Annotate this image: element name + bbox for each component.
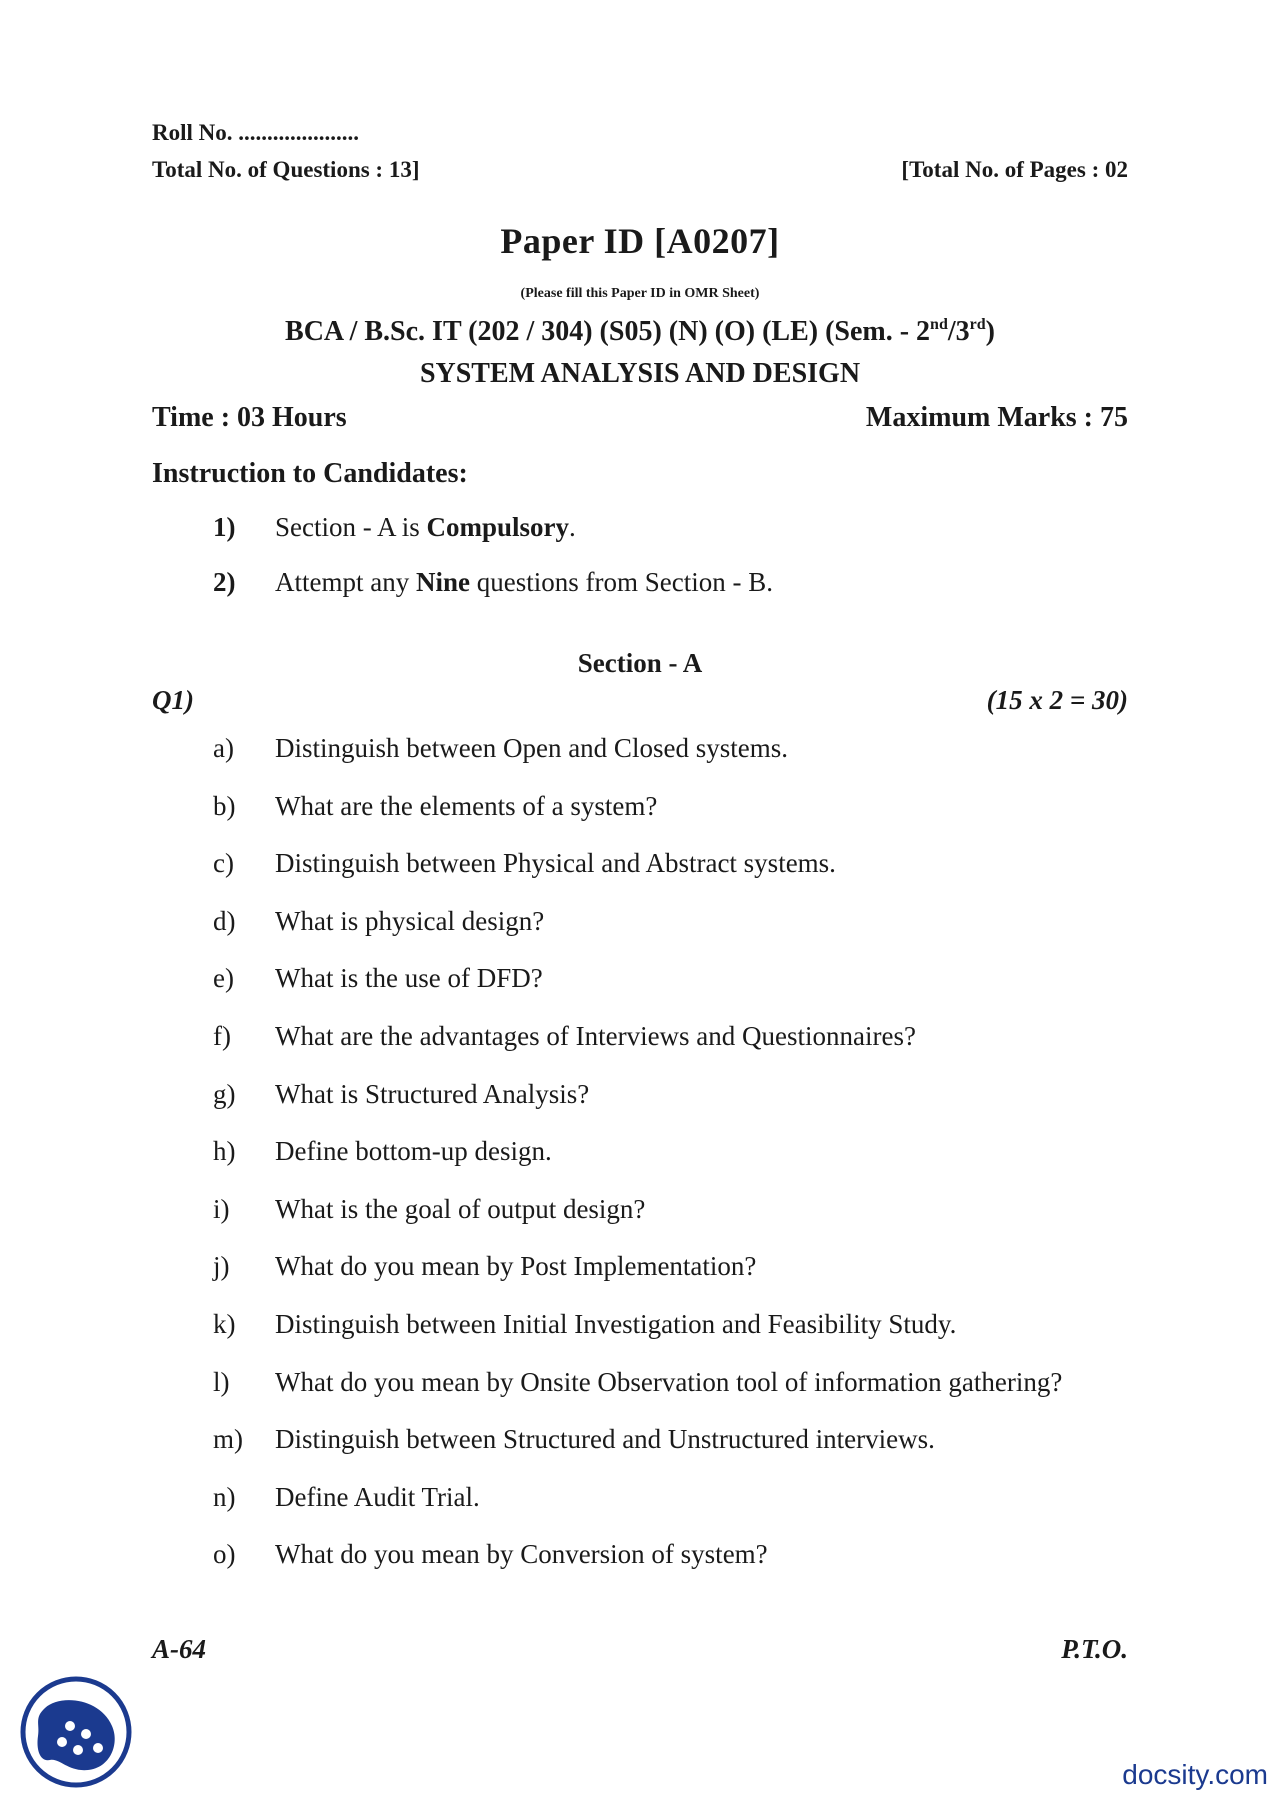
question-text: What do you mean by Conversion of system?: [275, 1539, 768, 1569]
question-text: Distinguish between Physical and Abstract systems.: [275, 848, 836, 878]
question-text: Distinguish between Open and Closed systems.: [275, 733, 788, 763]
instruction-pre: Attempt any: [275, 567, 416, 597]
question-text: What are the advantages of Interviews and Questionnaires?: [275, 1021, 916, 1051]
course-sup-rd: rd: [969, 316, 986, 333]
question-label: j): [213, 1251, 230, 1281]
instruction-bold: Compulsory: [426, 512, 570, 542]
subject-title: SYSTEM ANALYSIS AND DESIGN: [419, 358, 861, 389]
course-sep: /3: [947, 316, 970, 347]
question-text: What do you mean by Onsite Observation tool of information gathering?: [275, 1367, 1063, 1397]
question-label: n): [213, 1482, 236, 1512]
question-label: i): [213, 1194, 230, 1224]
course-line: [0, 316, 1280, 348]
please-turn-over: P.T.O.: [1061, 1634, 1128, 1664]
total-questions: Total No. of Questions : 13]: [152, 157, 420, 182]
paper-id-title: Paper ID [A0207]: [500, 221, 780, 261]
instruction-text: [275, 567, 773, 598]
course-main: BCA / B.Sc. IT (202 / 304) (S05) (N) (O) (LE) (Sem. - 2: [285, 316, 931, 347]
question-label: o): [213, 1539, 236, 1569]
exam-time: Time : 03 Hours: [152, 402, 347, 433]
docsity-brand-link[interactable]: docsity.com: [1122, 1759, 1268, 1790]
maximum-marks: Maximum Marks : 75: [865, 402, 1128, 433]
instructions-heading: Instruction to Candidates:: [152, 458, 468, 489]
paper-code: A-64: [152, 1634, 206, 1664]
question-label: f): [213, 1021, 231, 1051]
instruction-post: .: [569, 512, 576, 542]
question-text: Distinguish between Initial Investigation and Feasibility Study.: [275, 1309, 957, 1339]
instruction-number: 2): [213, 567, 236, 597]
question-label: d): [213, 906, 236, 936]
question-label: g): [213, 1079, 236, 1109]
question-label: l): [213, 1367, 230, 1397]
question-text: What are the elements of a system?: [275, 791, 658, 821]
question-text: What is the goal of output design?: [275, 1194, 646, 1224]
question-label: k): [213, 1309, 236, 1339]
instruction-pre: Section - A is: [275, 512, 427, 542]
instruction-bold: Nine: [415, 567, 470, 597]
question-label: m): [213, 1424, 243, 1454]
instruction-post: questions from Section - B.: [469, 567, 773, 597]
question-text: What is the use of DFD?: [275, 963, 543, 993]
docsity-logo-icon[interactable]: [20, 1676, 132, 1788]
question-number: Q1): [152, 685, 194, 715]
question-text: Define Audit Trial.: [275, 1482, 480, 1512]
question-label: a): [213, 733, 234, 763]
roll-number: Roll No. .....................: [152, 120, 359, 145]
instruction-number: 1): [213, 512, 236, 542]
omr-note: (Please fill this Paper ID in OMR Sheet): [520, 286, 760, 301]
course-end: ): [985, 316, 995, 347]
question-text: Distinguish between Structured and Unstructured interviews.: [275, 1424, 935, 1454]
question-text: What do you mean by Post Implementation?: [275, 1251, 757, 1281]
question-text: What is physical design?: [275, 906, 545, 936]
course-sup-nd: nd: [930, 316, 948, 333]
total-pages: [Total No. of Pages : 02: [901, 157, 1128, 182]
question-label: h): [213, 1136, 236, 1166]
question-label: b): [213, 791, 236, 821]
question-label: c): [213, 848, 234, 878]
question-text: What is Structured Analysis?: [275, 1079, 590, 1109]
section-a-heading: Section - A: [577, 648, 703, 678]
question-text: Define bottom-up design.: [275, 1136, 552, 1166]
question-marks: (15 x 2 = 30): [986, 685, 1128, 715]
question-label: e): [213, 963, 234, 993]
instruction-text: [275, 512, 576, 543]
